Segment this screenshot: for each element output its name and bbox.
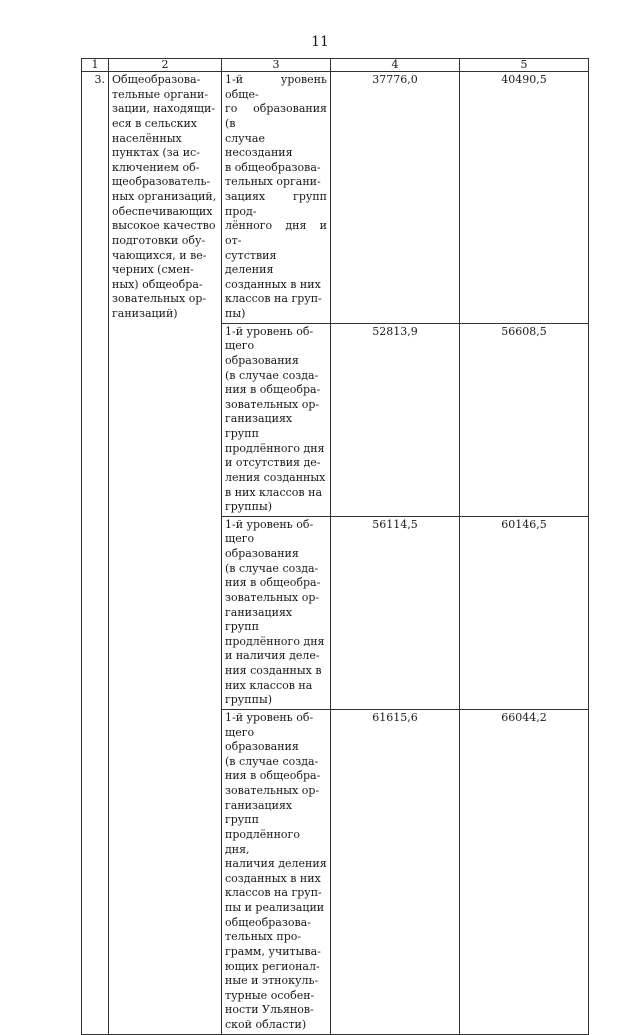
value-col-5: 60146,5	[460, 516, 589, 709]
header-col-3: 3	[222, 59, 331, 72]
header-col-4: 4	[331, 59, 460, 72]
value-col-4: 37776,0	[331, 72, 460, 324]
row-number: 3.	[82, 72, 109, 1035]
level-description-cell	[222, 72, 331, 324]
level-description: 1-й уровень об- щего образования (в случае созда- ния в общеобра- зовательных ор- ганизациях групп продлённого дня и наличия деле- ния созданных в них классов на группы)	[225, 517, 325, 707]
value-col-4: 52813,9	[331, 323, 460, 516]
value-col-4: 61615,6	[331, 709, 460, 1034]
level-description: 1-й уровень об- щего образования (в случае созда- ния в общеобра- зовательных ор- ганизациях групп продлённого дня и отсутствия де- ления созданных в них классов на группы)	[225, 324, 326, 514]
organization-cell	[109, 72, 222, 1035]
header-row	[82, 59, 589, 72]
header-col-2: 2	[109, 59, 222, 72]
page-number: 11	[311, 34, 329, 50]
organization-text: Общеобразова- тельные органи- зации, находящи- еся в сельских населённых пунктах (за ис- ключением об- щеобразователь- ных организаций, обеспечивающих высокое качество подготовки обу- чающихся, и ве- черних (смен- ных) общеобра- зовательных ор- ганизаций)	[112, 73, 217, 320]
table-row	[82, 72, 589, 324]
level-description: 1-й уровень об- щего образования (в случае созда- ния в общеобра- зовательных ор- ганизациях групп продлённого дня, наличия деления созданных в них классов на груп- пы и реализации общеобразова- тельных про- грамм, учитыва- ющих регионал- ные и этнокуль- турные особен- ности Ульянов- ской области)	[225, 710, 327, 1031]
value-col-4: 56114,5	[331, 516, 460, 709]
data-table	[81, 58, 589, 1035]
header-col-1: 1	[82, 59, 109, 72]
level-description-cell	[222, 516, 331, 709]
value-col-5: 40490,5	[460, 72, 589, 324]
value-col-5: 56608,5	[460, 323, 589, 516]
level-description: 1-й уровень обще- го образования (в случае несоздания в общеобразова- тельных органи- зациях групп прод- лённого дня и от- сутствия деления созданных в них классов на груп- пы)	[225, 73, 327, 320]
level-description-cell	[222, 323, 331, 516]
value-col-5: 66044,2	[460, 709, 589, 1034]
level-description-cell	[222, 709, 331, 1034]
header-col-5: 5	[460, 59, 589, 72]
